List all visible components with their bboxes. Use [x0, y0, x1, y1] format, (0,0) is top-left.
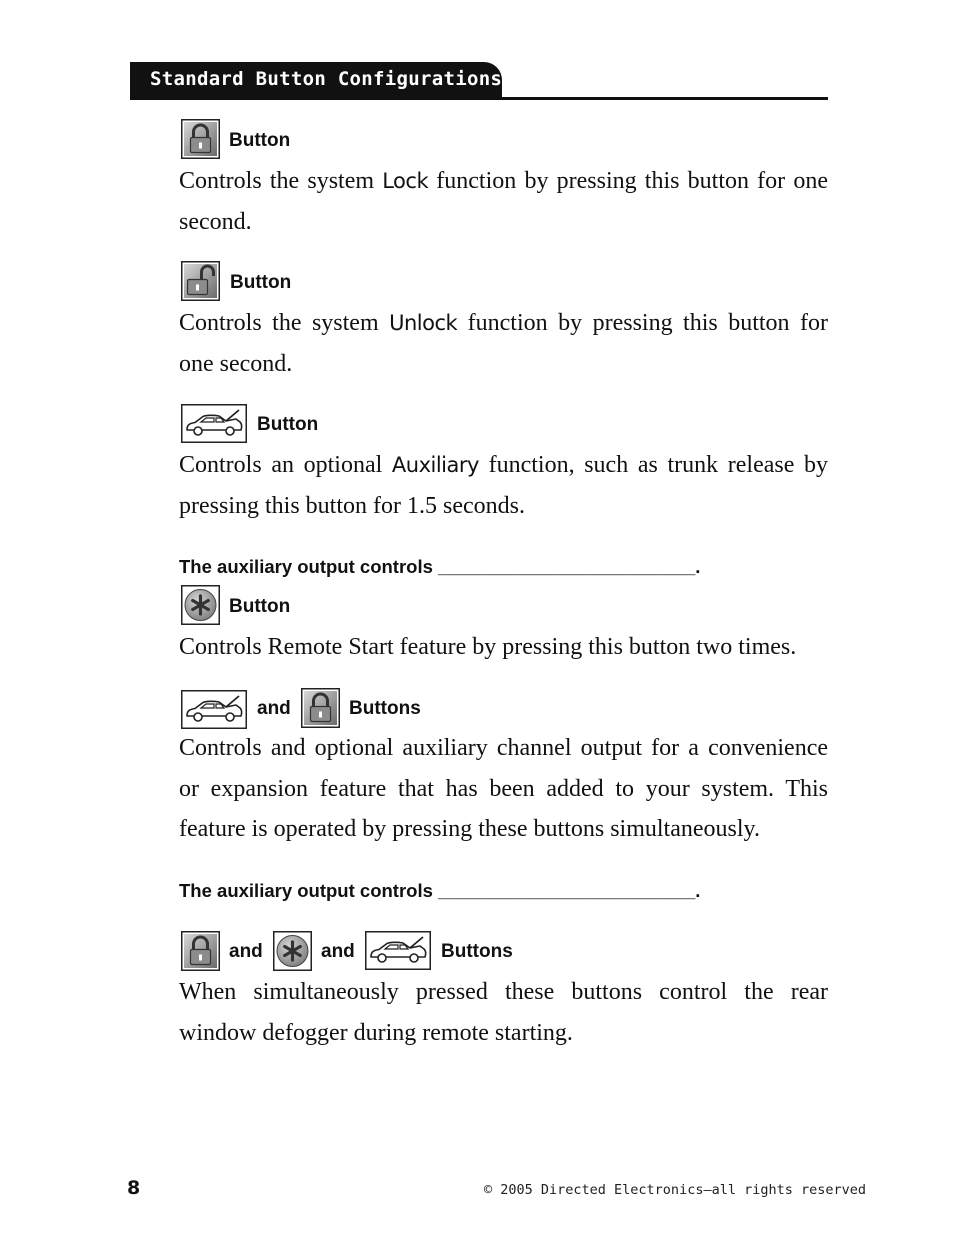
aux-description: Controls an optional Auxiliary function, such as trunk release by pressing this button for 1.5 seconds. — [179, 452, 829, 519]
aux-lock-description: Controls and optional auxiliary channel output for a convenience or expansion feature that has been added to your system. This feature is operated by pressing these buttons simultaneously. — [179, 735, 828, 842]
page-number: 8 — [127, 1177, 141, 1199]
header-rule — [130, 97, 828, 100]
defog-buttons-heading: Buttons — [441, 941, 513, 962]
lock-description: Controls the system Lock function by pressing this button for one second. — [179, 168, 828, 235]
and-label: and — [257, 698, 291, 719]
aux-lock-buttons-heading: Buttons — [349, 698, 421, 719]
and-label: and — [229, 941, 263, 962]
asterisk-start-icon — [273, 931, 312, 971]
car-trunk-icon — [181, 404, 247, 443]
aux-fill-line: The auxiliary output controls _________________________. — [179, 556, 701, 577]
aux-lock-fill-line: The auxiliary output controls _________________________. — [179, 880, 701, 901]
asterisk-start-icon — [181, 585, 220, 625]
unlock-icon — [181, 261, 220, 301]
defog-description: When simultaneously pressed these buttons control the rear window defogger during remote starting. — [179, 979, 828, 1046]
car-trunk-icon — [365, 931, 431, 970]
lock-icon — [301, 688, 340, 728]
copyright-notice: © 2005 Directed Electronics—all rights reserved — [484, 1182, 867, 1198]
lock-button-heading: Button — [229, 130, 291, 151]
page-title: Standard Button Configurations — [150, 68, 503, 90]
lock-icon — [181, 931, 220, 971]
unlock-button-heading: Button — [230, 272, 292, 293]
start-button-heading: Button — [229, 596, 291, 617]
car-trunk-icon — [181, 690, 247, 729]
start-description: Controls Remote Start feature by pressing this button two times. — [179, 634, 797, 660]
unlock-description: Controls the system Unlock function by pressing this button for one second. — [179, 310, 828, 377]
aux-button-heading: Button — [257, 414, 319, 435]
and-label: and — [321, 941, 355, 962]
lock-keyword: Lock — [382, 169, 429, 193]
unlock-keyword: Unlock — [389, 311, 458, 335]
aux-keyword: Auxiliary — [391, 453, 479, 477]
lock-icon — [181, 119, 220, 159]
